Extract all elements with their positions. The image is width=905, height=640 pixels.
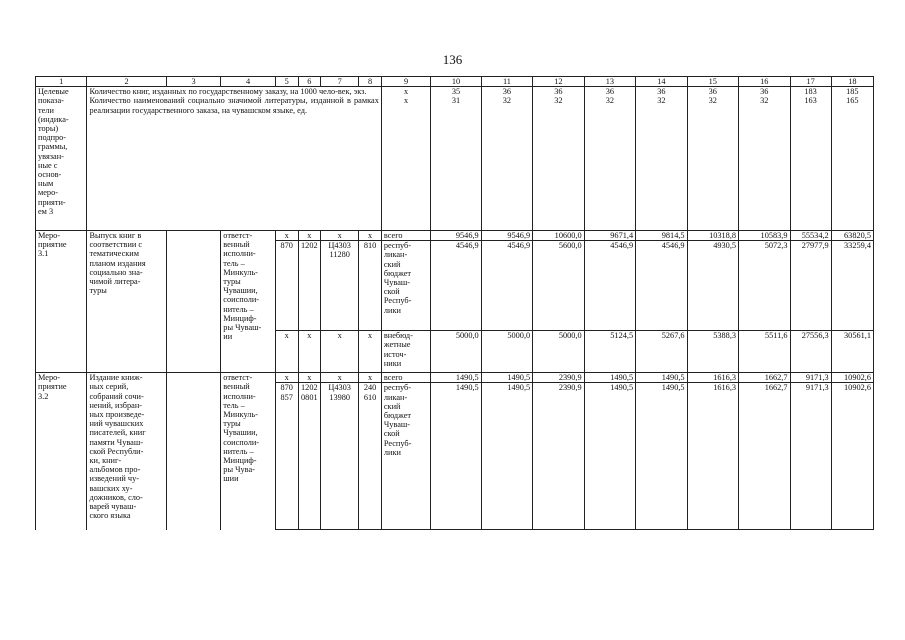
value-cell: 32	[636, 96, 687, 230]
code-cell: x	[321, 230, 359, 240]
value-cell: 32	[739, 96, 790, 230]
value-cell: 4546,9	[431, 241, 481, 331]
measure-3-1-row	[36, 230, 874, 240]
value-cell: 5072,3	[739, 241, 790, 331]
value-cell: 10902,6	[831, 383, 873, 530]
header-cell: 12	[533, 77, 584, 87]
code-cell: 1202 0801	[298, 383, 321, 530]
value-cell: 9546,9	[431, 230, 481, 240]
header-cell: 2	[87, 77, 166, 87]
value-cell: 5124,5	[584, 331, 635, 373]
cell-x: x	[381, 96, 430, 230]
value-cell: 1490,5	[584, 373, 635, 383]
header-cell: 6	[298, 77, 321, 87]
value-cell: 9546,9	[481, 230, 532, 240]
value-cell: 35	[431, 87, 481, 97]
measure-3-1-executor: ответст- венный исполни- тель – Минкуль- туры Чувашии, соисполи- нитель – Минциф- ры Чуваш- ии	[221, 230, 276, 372]
header-cell: 4	[221, 77, 276, 87]
value-cell: 185	[831, 87, 873, 97]
value-cell: 1490,5	[636, 373, 687, 383]
source-cell: респуб- ликан- ский бюджет Чуваш- ской Респуб- лики	[381, 383, 430, 530]
value-cell: 1616,3	[687, 383, 738, 530]
value-cell: 4546,9	[481, 241, 532, 331]
value-cell: 2390,9	[533, 383, 584, 530]
value-cell: 5388,3	[687, 331, 738, 373]
code-cell: x	[275, 230, 298, 240]
code-cell: x	[298, 331, 321, 373]
value-cell: 5000,0	[431, 331, 481, 373]
code-cell: 870 857	[275, 383, 298, 530]
measure-3-2-label: Меро- приятие 3.2	[36, 373, 87, 530]
cell-x: x	[381, 87, 430, 97]
value-cell: 5000,0	[481, 331, 532, 373]
value-cell: 1616,3	[687, 373, 738, 383]
code-cell: 870	[275, 241, 298, 331]
code-cell: Ц4303 11280	[321, 241, 359, 331]
measure-3-2-row	[36, 373, 874, 383]
code-cell: x	[275, 331, 298, 373]
measure-3-2-empty	[166, 373, 221, 530]
header-cell: 9	[381, 77, 430, 87]
value-cell: 5511,6	[739, 331, 790, 373]
header-cell: 11	[481, 77, 532, 87]
value-cell: 36	[739, 87, 790, 97]
value-cell: 5000,0	[533, 331, 584, 373]
header-cell: 17	[790, 77, 831, 87]
header-cell: 8	[359, 77, 382, 87]
code-cell: x	[321, 331, 359, 373]
indicators-label: Целевые показа- тели (индика- торы) подпро- граммы, увязан- ные с основ- ным меро- прияти- ем 3	[36, 87, 87, 231]
header-cell: 10	[431, 77, 481, 87]
code-cell: 1202	[298, 241, 321, 331]
measure-3-1-title: Выпуск книг в соответствии с тематическим планом издания социально зна- чимой литера- туры	[87, 230, 166, 372]
value-cell: 163	[790, 96, 831, 230]
header-row	[36, 77, 874, 87]
value-cell: 2390,9	[533, 373, 584, 383]
code-cell: 240 610	[359, 383, 382, 530]
value-cell: 55534,2	[790, 230, 831, 240]
header-cell: 18	[831, 77, 873, 87]
header-cell: 16	[739, 77, 790, 87]
value-cell: 32	[584, 96, 635, 230]
value-cell: 5267,6	[636, 331, 687, 373]
code-cell: Ц4303 13980	[321, 383, 359, 530]
value-cell: 36	[636, 87, 687, 97]
value-cell: 183	[790, 87, 831, 97]
value-cell: 1490,5	[584, 383, 635, 530]
source-cell: внебюд- жетные источ- ники	[381, 331, 430, 373]
value-cell: 4930,5	[687, 241, 738, 331]
value-cell: 10318,8	[687, 230, 738, 240]
indicator-text: Количество наименований социально значимой литературы, изданной в рамках реализации государственного заказа, на чувашском языке, ед.	[87, 96, 381, 230]
header-cell: 15	[687, 77, 738, 87]
value-cell: 10583,9	[739, 230, 790, 240]
code-cell: x	[359, 230, 382, 240]
source-cell: всего	[381, 373, 430, 383]
value-cell: 36	[481, 87, 532, 97]
value-cell: 1490,5	[481, 373, 532, 383]
value-cell: 1490,5	[431, 373, 481, 383]
value-cell: 36	[687, 87, 738, 97]
value-cell: 165	[831, 96, 873, 230]
code-cell: x	[321, 373, 359, 383]
program-table	[35, 76, 874, 530]
header-cell: 5	[275, 77, 298, 87]
code-cell: x	[298, 230, 321, 240]
code-cell: x	[298, 373, 321, 383]
header-cell: 13	[584, 77, 635, 87]
measure-3-1-label: Меро- приятие 3.1	[36, 230, 87, 372]
value-cell: 9171,3	[790, 373, 831, 383]
code-cell: x	[359, 373, 382, 383]
value-cell: 4546,9	[636, 241, 687, 331]
value-cell: 32	[481, 96, 532, 230]
value-cell: 36	[584, 87, 635, 97]
value-cell: 32	[533, 96, 584, 230]
value-cell: 1662,7	[739, 373, 790, 383]
value-cell: 9171,3	[790, 383, 831, 530]
code-cell: 810	[359, 241, 382, 331]
measure-3-2-executor: ответст- венный исполни- тель – Минкуль- туры Чувашии, соисполи- нитель – Минциф- ры Чува- шии	[221, 373, 276, 530]
indicator-text: Количество книг, изданных по государственному заказу, на 1000 чело-век, экз.	[87, 87, 381, 97]
source-cell: респуб- ликан- ский бюджет Чуваш- ской Респуб- лики	[381, 241, 430, 331]
value-cell: 1490,5	[431, 383, 481, 530]
indicator-row	[36, 87, 874, 97]
measure-3-1-empty	[166, 230, 221, 372]
value-cell: 36	[533, 87, 584, 97]
value-cell: 1662,7	[739, 383, 790, 530]
header-cell: 3	[166, 77, 221, 87]
page-number: 136	[442, 52, 463, 67]
value-cell: 4546,9	[584, 241, 635, 331]
value-cell: 10600,0	[533, 230, 584, 240]
value-cell: 30561,1	[831, 331, 873, 373]
value-cell: 63820,5	[831, 230, 873, 240]
value-cell: 33259,4	[831, 241, 873, 331]
indicator-row	[36, 96, 874, 230]
value-cell: 1490,5	[636, 383, 687, 530]
value-cell: 5600,0	[533, 241, 584, 331]
value-cell: 27977,9	[790, 241, 831, 331]
code-cell: x	[275, 373, 298, 383]
value-cell: 27556,3	[790, 331, 831, 373]
value-cell: 31	[431, 96, 481, 230]
measure-3-2-title: Издание книж- ных серий, собраний сочи- нений, избран- ных произведе- ний чувашских писателей, книг памяти Чуваш- ской Республи- ки, книг- альбомов про- изведений чу- вашских ху- дожников, сло- варей чуваш- ского языка	[87, 373, 166, 530]
source-cell: всего	[381, 230, 430, 240]
value-cell: 32	[687, 96, 738, 230]
value-cell: 1490,5	[481, 383, 532, 530]
header-cell: 7	[321, 77, 359, 87]
header-cell: 1	[36, 77, 87, 87]
value-cell: 10902,6	[831, 373, 873, 383]
value-cell: 9814,5	[636, 230, 687, 240]
value-cell: 9671,4	[584, 230, 635, 240]
header-cell: 14	[636, 77, 687, 87]
code-cell: x	[359, 331, 382, 373]
